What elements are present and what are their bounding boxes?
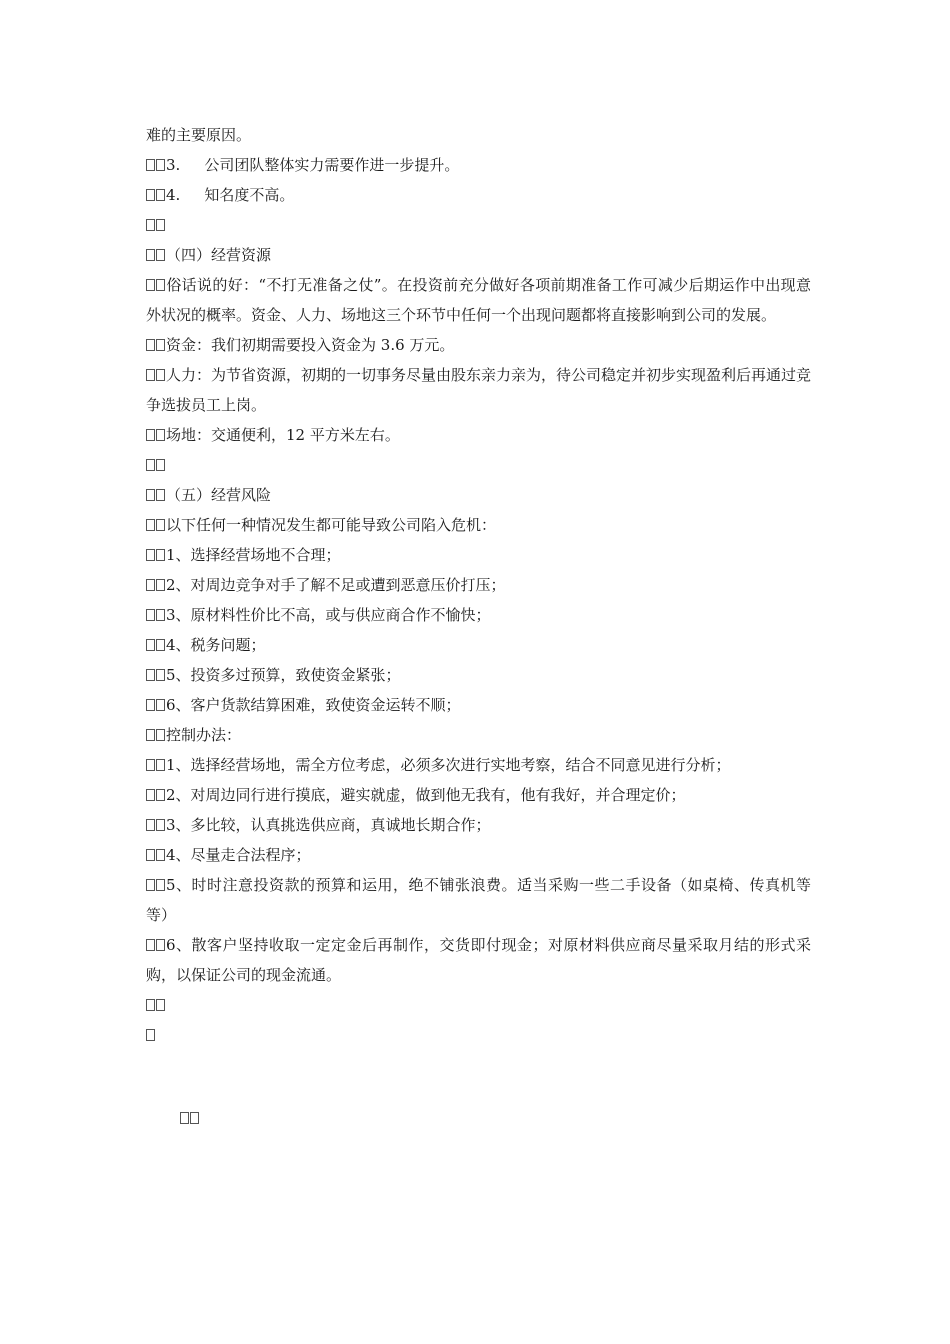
placeholder-glyph — [156, 489, 165, 501]
paragraph — [146, 270, 811, 330]
placeholder-glyph — [156, 879, 165, 891]
placeholder-glyph — [146, 219, 155, 231]
blank-line — [146, 450, 811, 480]
placeholder-glyph — [146, 249, 155, 261]
placeholder-glyph — [146, 189, 155, 201]
placeholder-glyph — [156, 609, 165, 621]
placeholder-glyph — [156, 369, 165, 381]
list-text: 1、选择经营场地，需全方位考虑，必须多次进行实地考察，结合不同意见进行分析； — [166, 756, 731, 774]
section-heading — [146, 240, 811, 270]
placeholder-glyph — [146, 459, 155, 471]
trailing-placeholder — [180, 1103, 200, 1133]
placeholder-glyph — [156, 939, 165, 951]
list-number: 3. — [166, 156, 181, 174]
list-item — [146, 150, 811, 180]
text-line — [146, 420, 811, 450]
placeholder-glyph — [146, 279, 155, 291]
placeholder-glyph — [156, 549, 165, 561]
placeholder-glyph — [156, 789, 165, 801]
placeholder-glyph — [156, 669, 165, 681]
placeholder-glyph — [156, 999, 165, 1011]
list-item — [146, 660, 811, 690]
list-item — [146, 540, 811, 570]
placeholder-glyph — [156, 579, 165, 591]
blank-line — [146, 1020, 811, 1050]
list-item — [146, 630, 811, 660]
list-item — [146, 930, 811, 990]
list-text: 知名度不高。 — [204, 186, 295, 204]
list-text: 5、投资多过预算，致使资金紧张； — [166, 666, 401, 684]
text-span: 资金：我们初期需要投入资金为 3.6 万元。 — [166, 336, 455, 354]
placeholder-glyph — [156, 849, 165, 861]
placeholder-glyph — [156, 159, 165, 171]
paragraph — [146, 360, 811, 420]
placeholder-glyph — [156, 279, 165, 291]
placeholder-glyph — [156, 759, 165, 771]
text-span: 控制办法： — [166, 726, 242, 744]
paragraph-text: 人力：为节省资源，初期的一切事务尽量由股东亲力亲为，待公司稳定并初步实现盈利后再通过竞争选拔员工上岗。 — [146, 366, 812, 414]
paragraph-text: 俗话说的好：“不打无准备之仗”。在投资前充分做好各项前期准备工作可减少后期运作中出现意外状况的概率。资金、人力、场地这三个环节中任何一个出现问题都将直接影响到公司的发展。 — [146, 276, 811, 324]
placeholder-glyph — [156, 729, 165, 741]
list-item — [146, 870, 811, 930]
placeholder-glyph — [146, 519, 155, 531]
placeholder-glyph — [146, 759, 155, 771]
placeholder-glyph — [146, 999, 155, 1011]
list-item — [146, 600, 811, 630]
placeholder-glyph — [146, 849, 155, 861]
list-item — [146, 840, 811, 870]
placeholder-glyph — [146, 789, 155, 801]
list-item — [146, 780, 811, 810]
blank-line — [146, 990, 811, 1020]
placeholder-glyph — [146, 939, 155, 951]
list-item — [146, 690, 811, 720]
list-item — [146, 180, 811, 210]
placeholder-glyph — [180, 1112, 189, 1124]
placeholder-glyph — [156, 699, 165, 711]
placeholder-glyph — [156, 219, 165, 231]
placeholder-glyph — [146, 699, 155, 711]
placeholder-glyph — [146, 729, 155, 741]
placeholder-glyph — [146, 549, 155, 561]
list-text: 2、对周边竞争对手了解不足或遭到恶意压价打压； — [166, 576, 506, 594]
list-item — [146, 570, 811, 600]
list-text: 6、散客户坚持收取一定定金后再制作，交货即付现金；对原材料供应商尽量采取月结的形式采购，以保证公司的现金流通。 — [146, 936, 811, 984]
placeholder-glyph — [156, 249, 165, 261]
placeholder-glyph — [146, 429, 155, 441]
placeholder-glyph — [146, 1029, 155, 1041]
placeholder-glyph — [146, 609, 155, 621]
placeholder-glyph — [190, 1112, 199, 1124]
text-span: 难的主要原因。 — [146, 126, 252, 144]
placeholder-glyph — [146, 159, 155, 171]
list-text: 2、对周边同行进行摸底，避实就虚，做到他无我有，他有我好，并合理定价； — [166, 786, 686, 804]
text-line — [146, 330, 811, 360]
placeholder-glyph — [156, 459, 165, 471]
placeholder-glyph — [146, 879, 155, 891]
placeholder-glyph — [146, 669, 155, 681]
list-item — [146, 750, 811, 780]
list-text: 6、客户货款结算困难，致使资金运转不顺； — [166, 696, 461, 714]
text-line — [146, 720, 811, 750]
text-line — [146, 510, 811, 540]
placeholder-glyph — [146, 489, 155, 501]
text-span: 场地：交通便利，12 平方米左右。 — [166, 426, 400, 444]
placeholder-glyph — [156, 339, 165, 351]
document-body — [146, 120, 811, 1050]
blank-line — [146, 210, 811, 240]
heading-text: （四）经营资源 — [166, 246, 272, 264]
placeholder-glyph — [146, 579, 155, 591]
placeholder-glyph — [156, 189, 165, 201]
list-text: 3、原材料性价比不高，或与供应商合作不愉快； — [166, 606, 491, 624]
list-text: 5、时时注意投资款的预算和运用，绝不铺张浪费。适当采购一些二手设备（如桌椅、传真机等等） — [146, 876, 811, 924]
list-text: 4、尽量走合法程序； — [166, 846, 311, 864]
list-text: 公司团队整体实力需要作进一步提升。 — [204, 156, 460, 174]
heading-text: （五）经营风险 — [166, 486, 272, 504]
list-item — [146, 810, 811, 840]
list-text: 3、多比较，认真挑选供应商，真诚地长期合作； — [166, 816, 491, 834]
section-heading — [146, 480, 811, 510]
placeholder-glyph — [156, 429, 165, 441]
text-span: 以下任何一种情况发生都可能导致公司陷入危机： — [166, 516, 497, 534]
placeholder-glyph — [146, 339, 155, 351]
placeholder-glyph — [146, 369, 155, 381]
list-text: 4、税务问题； — [166, 636, 266, 654]
placeholder-glyph — [156, 519, 165, 531]
placeholder-glyph — [146, 639, 155, 651]
list-text: 1、选择经营场地不合理； — [166, 546, 341, 564]
placeholder-glyph — [156, 819, 165, 831]
list-number: 4. — [166, 186, 181, 204]
text-line — [146, 120, 811, 150]
placeholder-glyph — [156, 639, 165, 651]
placeholder-glyph — [146, 819, 155, 831]
